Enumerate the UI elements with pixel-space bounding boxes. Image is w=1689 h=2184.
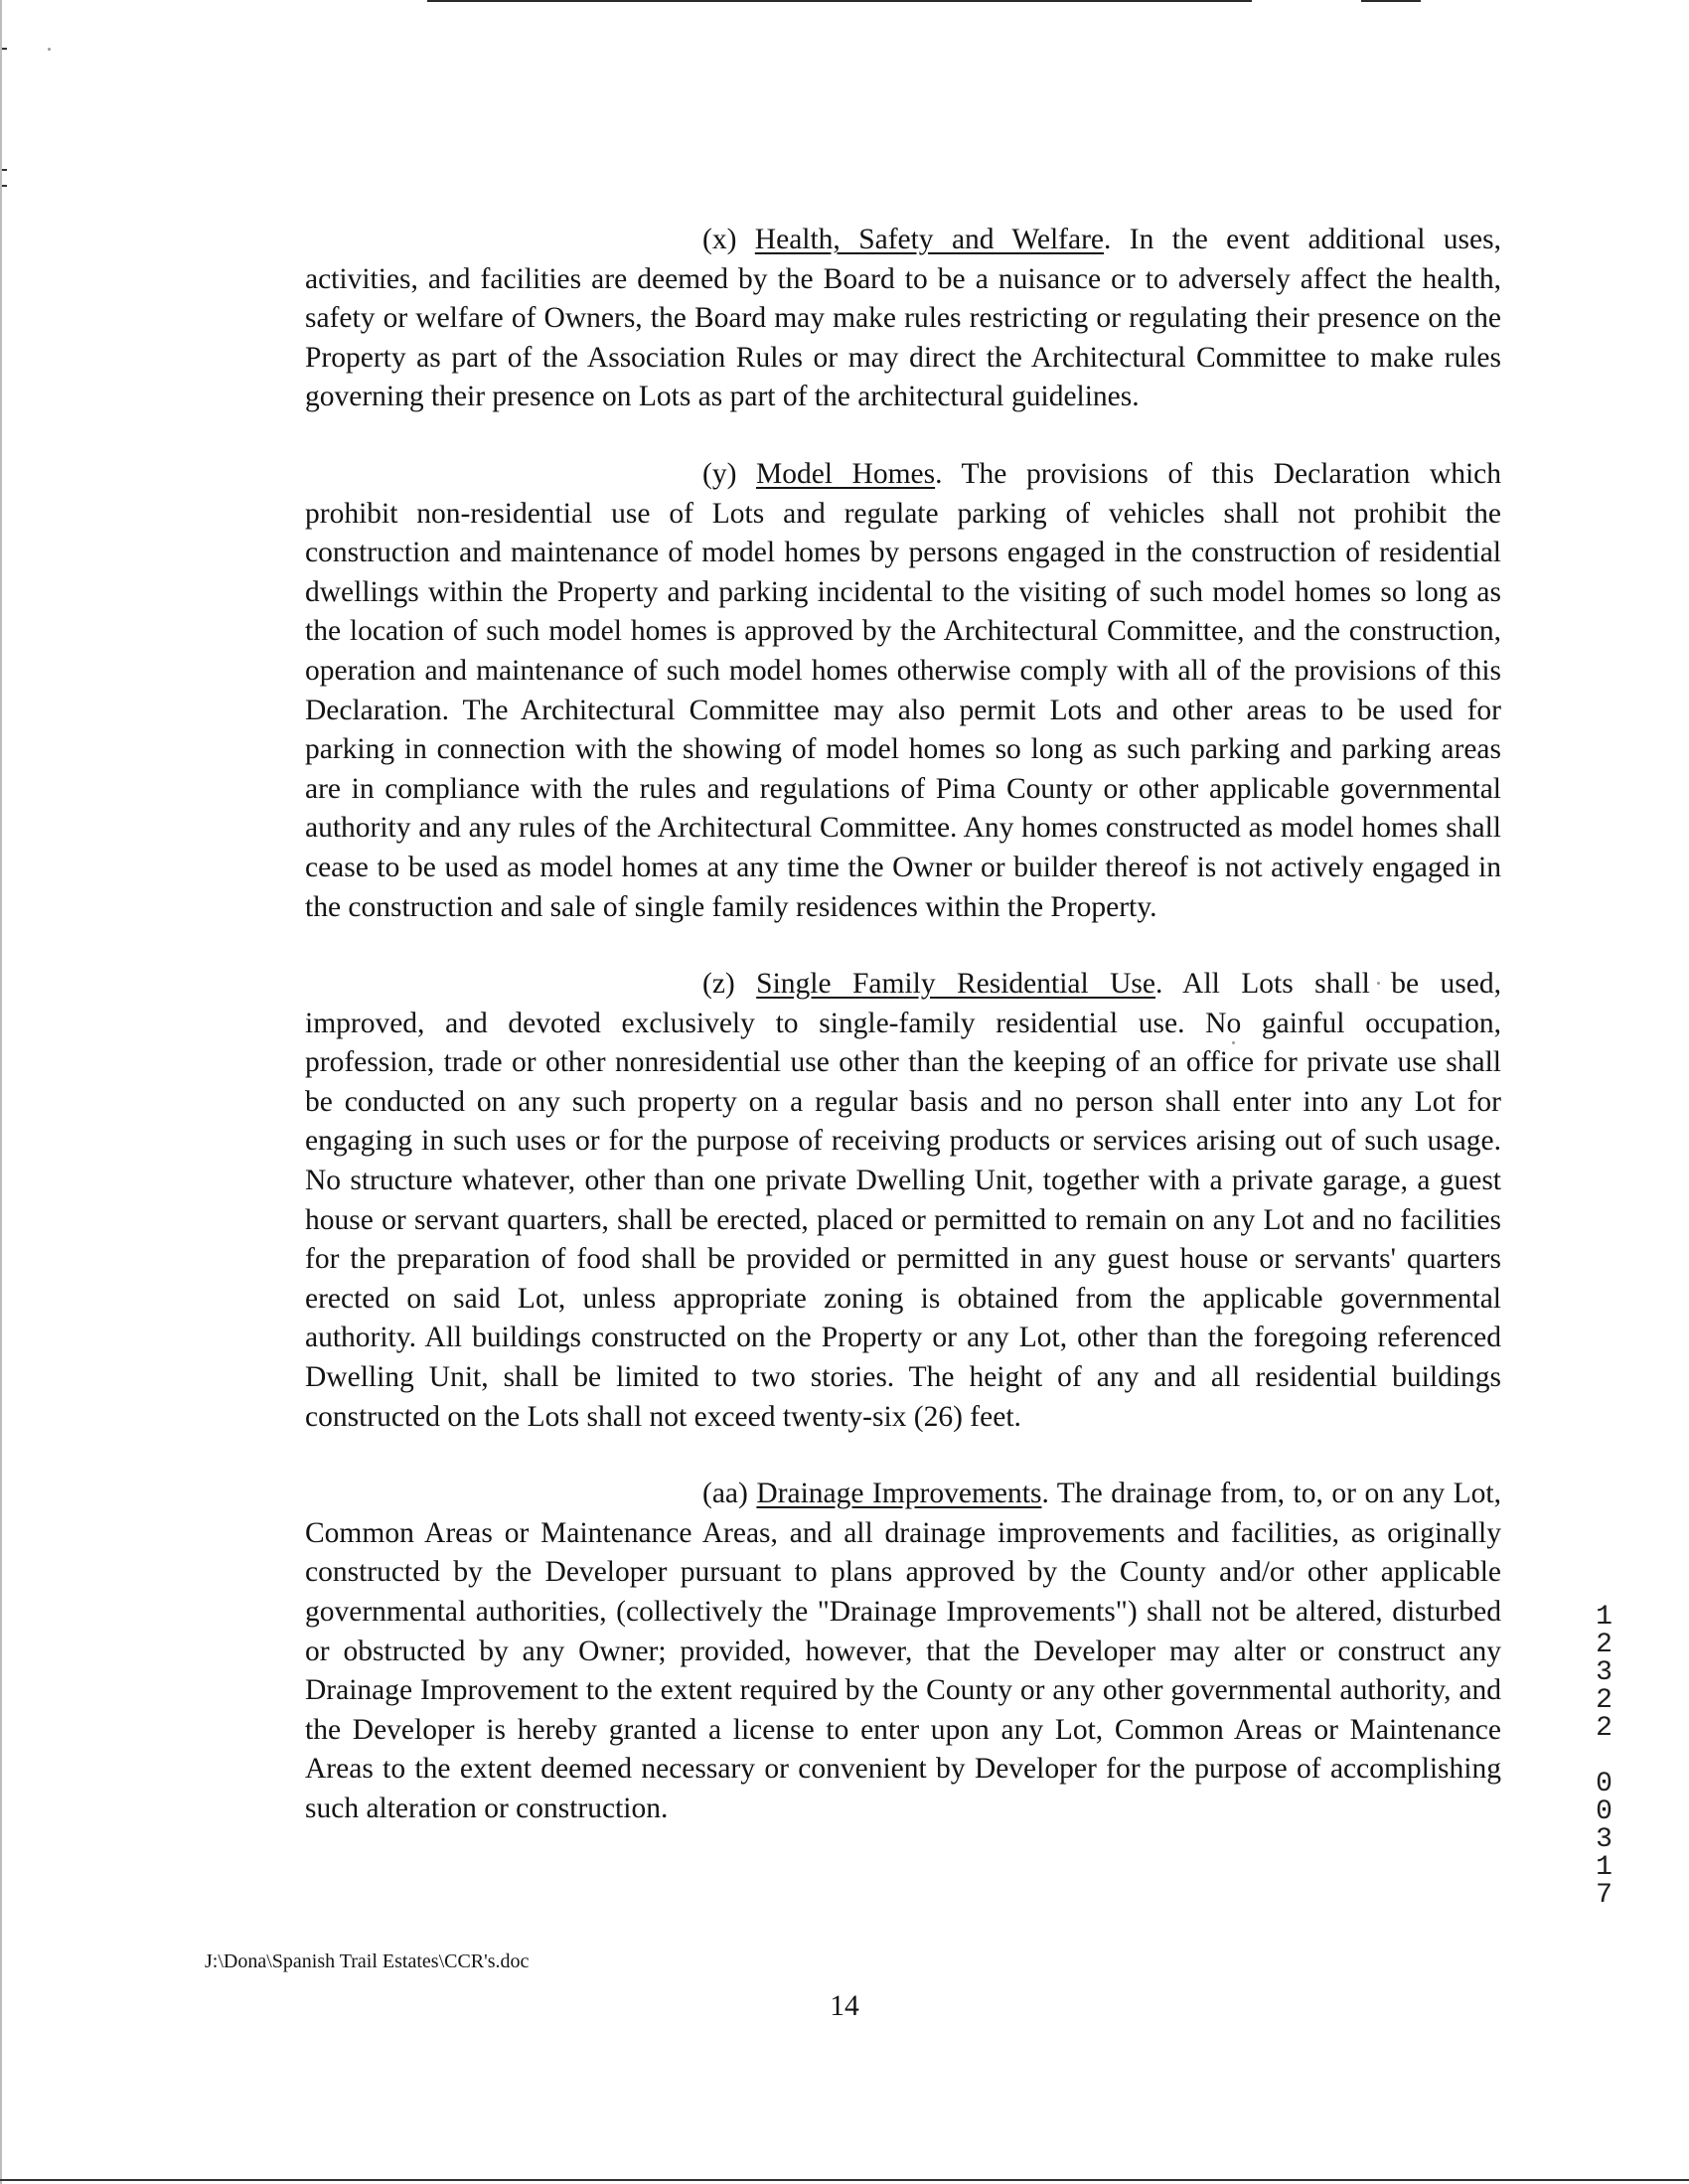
page-number: 14 <box>830 1990 859 2022</box>
paragraph-text: . The provisions of this Declaration which prohibit non-residential use of Lots and regulate parking of vehicles shall not prohibit the construction and maintenance of model homes by persons engaged in the construction of residential dwellings within the Property and parking incidental to the visiting of such model homes so long as the location of such model homes is approved by the Architectural Committee, and the construction, operation and maintenance of such model homes otherwise comply with all of the provisions of this Declaration. The Architectural Committee may also permit Lots and other areas to be used for parking in connection with the showing of model homes so long as such parking and parking areas are in compliance with the rules and regulations of Pima County or other applicable governmental authority and any rules of the Architectural Committee. Any homes constructed as model homes shall cease to be used as model homes at any time the Owner or builder thereof is not actively engaged in the construction and sale of single family residences within the Property. <box>305 457 1501 923</box>
paragraph-x <box>305 221 1501 417</box>
paragraph-text: . In the event additional uses, activities, and facilities are deemed by the Board to be a nuisance or to adversely affect the health, safety or welfare of Owners, the Board may make rules restricting or regulating their presence on the Property as part of the Association Rules or may direct the Architectural Committee to make rules governing their presence on Lots as part of the architectural guidelines. <box>305 224 1501 413</box>
paragraph-heading: Single Family Residential Use <box>756 968 1156 1001</box>
paragraph-z <box>305 965 1501 1437</box>
paragraph-label: (z) <box>702 968 735 1001</box>
paragraph-heading: Model Homes <box>755 457 936 490</box>
scan-bottom-edge <box>0 2179 1689 2181</box>
scan-left-edge <box>0 0 2 2184</box>
paragraph-label: (x) <box>702 224 737 255</box>
paragraph-label: (y) <box>702 457 737 490</box>
document-body <box>305 221 1501 1867</box>
scan-speck <box>48 48 51 51</box>
recording-stamp: 12322 00317 <box>1589 1602 1619 1908</box>
paragraph-heading: Health, Safety and Welfare <box>754 224 1105 255</box>
scan-left-tick <box>2 48 7 50</box>
paragraph-text: . The drainage from, to, or on any Lot, Common Areas or Maintenance Areas, and all drainage improvements and facilities, as originally constructed by the Developer pursuant to plans approved by the County and/or other applicable governmental authorities, (collectively the "Drainage Improvements") shall not be altered, disturbed or obstructed by any Owner; provided, however, that the Developer may alter or construct any Drainage Improvement to the extent required by the County or any other governmental authority, and the Developer is hereby granted a license to enter upon any Lot, Common Areas or Maintenance Areas to the extent deemed necessary or convenient by Developer for the purpose of accomplishing such alteration or construction. <box>305 1478 1502 1824</box>
scan-top-edge-fragment <box>1361 0 1421 2</box>
paragraph-label: (aa) <box>702 1478 748 1510</box>
footer-file-path: J:\Dona\Spanish Trail Estates\CCR's.doc <box>205 1950 530 1972</box>
paragraph-heading: Drainage Improvements <box>756 1478 1042 1510</box>
scan-top-edge <box>427 0 1252 2</box>
scan-left-tick <box>2 169 7 171</box>
paragraph-aa <box>305 1475 1501 1828</box>
scan-left-tick <box>2 185 7 187</box>
paragraph-text: . All Lots shall be used, improved, and devoted exclusively to single-family residential use. No gainful occupation, profession, trade or other nonresidential use other than the keeping of an office for private use shall be conducted on any such property on a regular basis and no person shall enter into any Lot for engaging in such uses or for the purpose of receiving products or services arising out of such usage. No structure whatever, other than one private Dwelling Unit, together with a private garage, a guest house or servant quarters, shall be erected, placed or permitted to remain on any Lot and no facilities for the preparation of food shall be provided or permitted in any guest house or servants' quarters erected on said Lot, unless appropriate zoning is obtained from the applicable governmental authority. All buildings constructed on the Property or any Lot, other than the foregoing referenced Dwelling Unit, shall be limited to two stories. The height of any and all residential buildings constructed on the Lots shall not exceed twenty-six (26) feet. <box>305 968 1501 1433</box>
paragraph-y <box>305 455 1501 927</box>
